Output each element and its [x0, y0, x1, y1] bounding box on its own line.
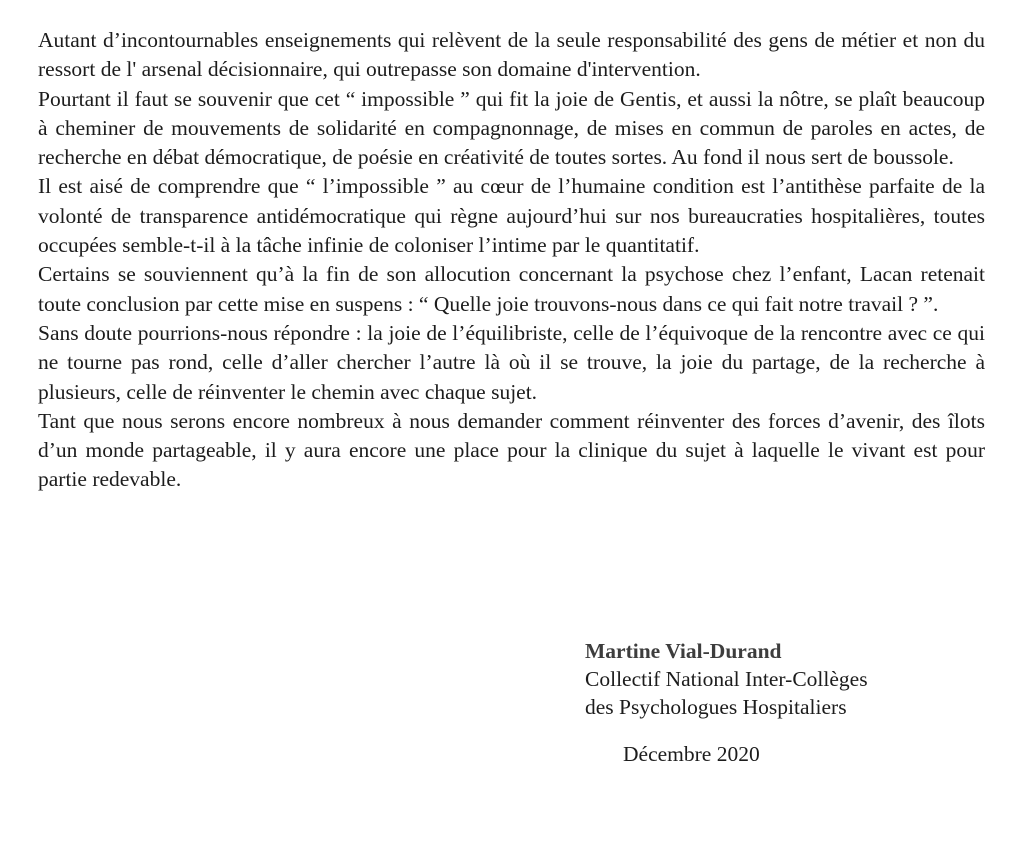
- paragraph-lacan: Certains se souviennent qu’à la fin de son allocution concernant la psychose chez l’enfant, Lacan retenait toute conclusion par cette mise en suspens : “ Quelle joie trouvons-nous dans ce qui fait notre travail ? ”.: [38, 262, 985, 316]
- document-date: Décembre 2020: [623, 742, 760, 766]
- organization-line-2: des Psychologues Hospitaliers: [585, 695, 847, 719]
- document-body: [38, 26, 985, 495]
- paragraph-conclusion: Tant que nous serons encore nombreux à nous demander comment réinventer des forces d’avenir, des îlots d’un monde partageable, il y aura encore une place pour la clinique du sujet à laquelle le vivant est pour partie redevable.: [38, 408, 985, 492]
- paragraph-responsibility: Autant d’incontournables enseignements qui relèvent de la seule responsabilité des gens de métier et non du ressort de l' arsenal décisionnaire, qui outrepasse son domaine d'intervention.: [38, 28, 985, 82]
- signature-block: [585, 637, 868, 768]
- author-name: Martine Vial-Durand: [585, 639, 782, 663]
- paragraph-reponse: Sans doute pourrions-nous répondre : la joie de l’équilibriste, celle de l’équivoque de la rencontre avec ce qui ne tourne pas rond, celle d’aller chercher l’autre là où il se trouve, la joie du partage, de la recherche à plusieurs, celle de réinventer le chemin avec chaque sujet.: [38, 320, 985, 404]
- organization-line-1: Collectif National Inter-Collèges: [585, 667, 868, 691]
- paragraph-antithese: Il est aisé de comprendre que “ l’impossible ” au cœur de l’humaine condition est l’antithèse parfaite de la volonté de transparence antidémocratique qui règne aujourd’hui sur nos bureaucraties hospitalières, toutes occupées semble-t-il à la tâche infinie de coloniser l’intime par le quantitatif.: [38, 174, 985, 258]
- paragraph-impossible-gentis: Pourtant il faut se souvenir que cet “ impossible ” qui fit la joie de Gentis, et aussi la nôtre, se plaît beaucoup à cheminer de mouvements de solidarité en compagnonnage, de mises en commun de paroles en actes, de recherche en débat démocratique, de poésie en créativité de toutes sortes. Au fond il nous sert de boussole.: [38, 86, 985, 170]
